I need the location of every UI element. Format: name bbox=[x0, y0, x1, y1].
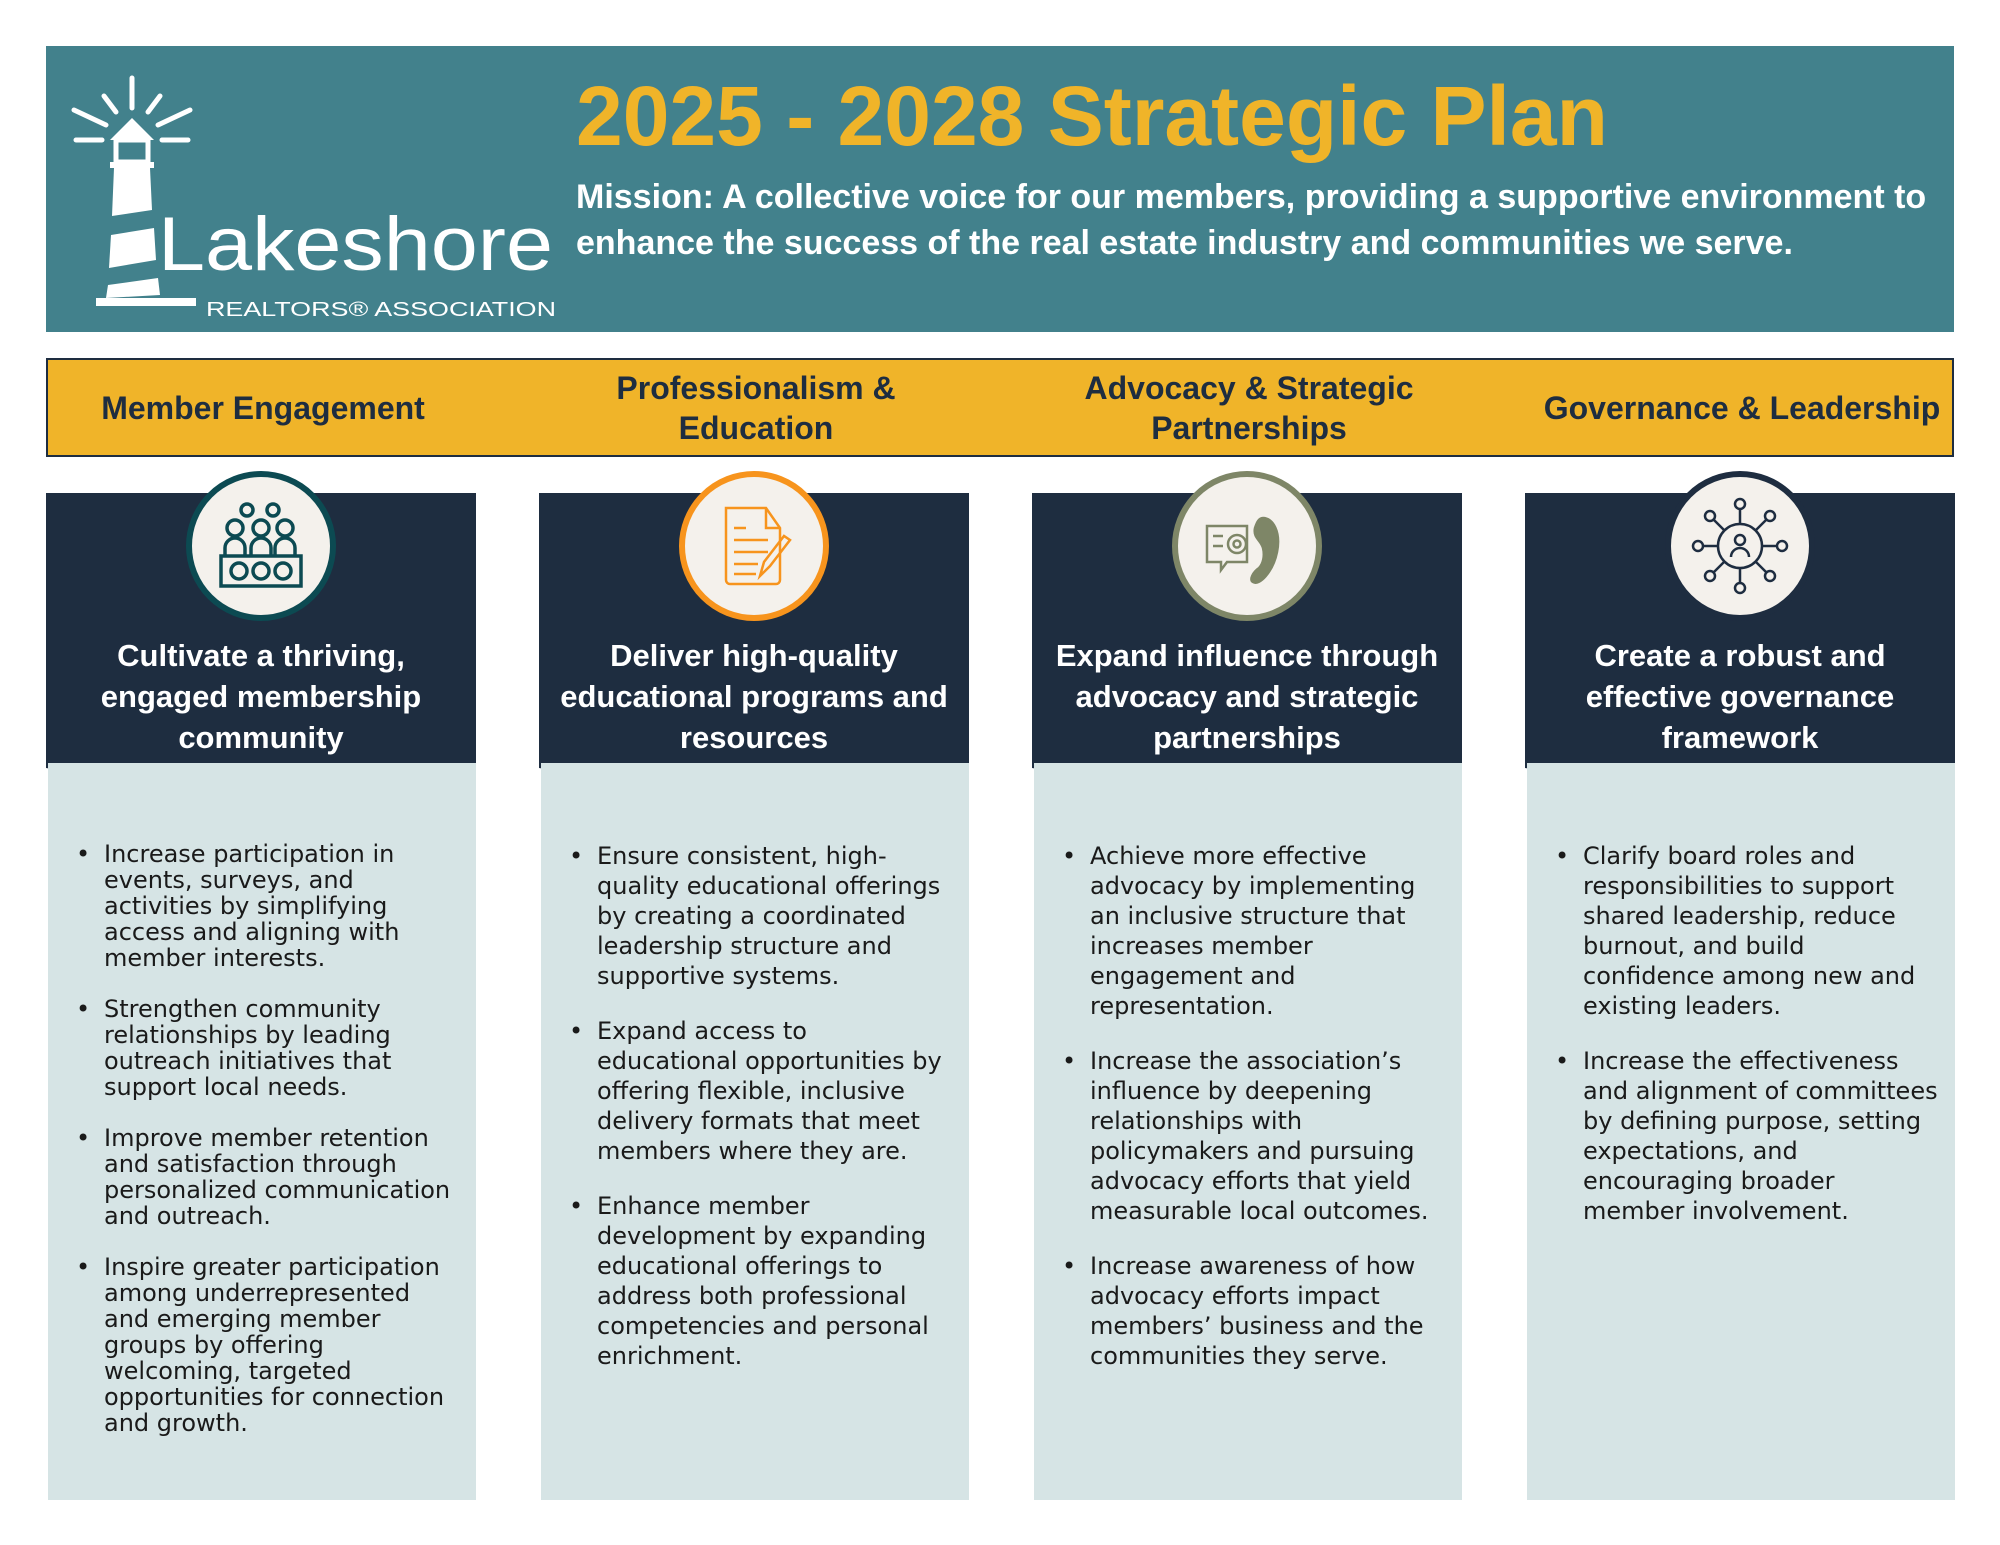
list-item: • Improve member retention and satisfaction through personalized communication and outreach. bbox=[74, 1125, 459, 1229]
contact-phone-icon bbox=[1172, 471, 1322, 621]
list-item: • Clarify board roles and responsibilities to support shared leadership, reduce burnout, and build confidence among new and existing leaders. bbox=[1553, 841, 1938, 1021]
list-item: • Increase the association’s influence by deepening relationships with policymakers and pursuing advocacy efforts that yield measurable local outcomes. bbox=[1060, 1046, 1445, 1226]
list-item: • Enhance member development by expanding educational offerings to address both professional competencies and personal enrichment. bbox=[567, 1191, 952, 1371]
list-item: • Increase the effectiveness and alignment of committees by defining purpose, setting expectations, and encouraging broader member involvement. bbox=[1553, 1046, 1938, 1226]
pillar-goal: Create a robust and effective governance framework bbox=[1585, 638, 1895, 755]
list-item: • Achieve more effective advocacy by implementing an inclusive structure that increases member engagement and representation. bbox=[1060, 841, 1445, 1021]
svg-text:REALTORS® ASSOCIATION: REALTORS® ASSOCIATION bbox=[206, 299, 556, 320]
network-person-icon bbox=[1665, 471, 1815, 621]
objectives-list bbox=[1553, 841, 1938, 1251]
lakeshore-logo bbox=[66, 70, 566, 320]
pillar-goal: Expand influence through advocacy and strategic partnerships bbox=[1055, 638, 1447, 755]
pillar-column bbox=[539, 493, 969, 1500]
svg-text:Lakeshore: Lakeshore bbox=[158, 202, 553, 287]
pillar-goal: Deliver high-quality educational programs and resources bbox=[560, 638, 948, 755]
pillar-heading: Governance & Leadership bbox=[1543, 389, 1941, 426]
pillar-heading: Member Engagement bbox=[101, 389, 425, 426]
pillar-column bbox=[46, 493, 476, 1500]
objectives-list bbox=[74, 841, 459, 1461]
mission-statement: Mission: A collective voice for our members, providing a supportive environment to enhance the success of the real estate industry and communities we serve. bbox=[576, 178, 1927, 262]
list-item: • Inspire greater participation among underrepresented and emerging member groups by offering welcoming, targeted opportunities for connection and growth. bbox=[74, 1254, 459, 1436]
list-item: • Strengthen community relationships by leading outreach initiatives that support local needs. bbox=[74, 996, 459, 1100]
pillar-goal: Cultivate a thriving, engaged membership community bbox=[100, 638, 422, 755]
group-meeting-icon bbox=[186, 471, 336, 621]
list-item: • Expand access to educational opportunities by offering flexible, inclusive delivery formats that meet members where they are. bbox=[567, 1016, 952, 1166]
pillar-heading: Professionalism & Education bbox=[616, 369, 896, 446]
pillar-headings-bar bbox=[46, 358, 1954, 457]
document-pen-icon bbox=[679, 471, 829, 621]
objectives-list bbox=[567, 841, 952, 1396]
page-title: 2025 - 2028 Strategic Plan bbox=[576, 69, 1608, 163]
list-item: • Increase awareness of how advocacy efforts impact members’ business and the communities they serve. bbox=[1060, 1251, 1445, 1371]
pillar-column bbox=[1032, 493, 1462, 1500]
pillar-heading: Advocacy & Strategic Partnerships bbox=[1084, 369, 1414, 446]
objectives-list bbox=[1060, 841, 1445, 1396]
header-banner bbox=[46, 46, 1954, 332]
list-item: • Ensure consistent, high-quality educational offerings by creating a coordinated leadership structure and supportive systems. bbox=[567, 841, 952, 991]
pillar-column bbox=[1525, 493, 1955, 1500]
list-item: • Increase participation in events, surveys, and activities by simplifying access and aligning with member interests. bbox=[74, 841, 459, 971]
